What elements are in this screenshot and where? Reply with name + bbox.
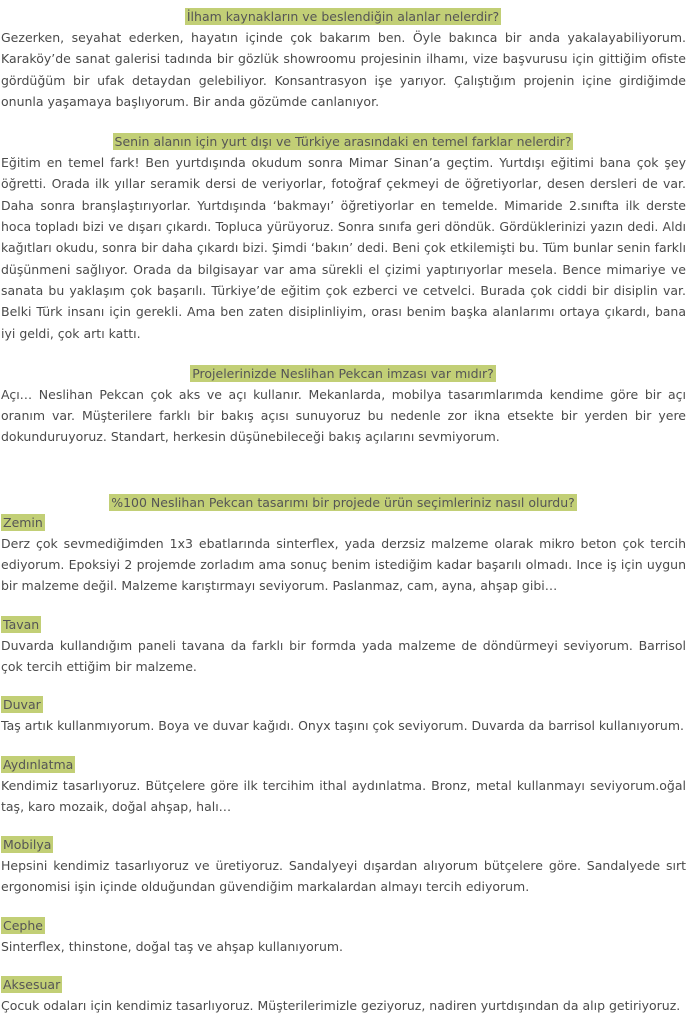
category-label: Mobilya [3, 837, 52, 853]
category-label: Aksesuar [3, 977, 61, 993]
category-block [0, 695, 686, 736]
question-heading: Projelerinizde Neslihan Pekcan imzası var mıdır? [192, 365, 494, 381]
category-label: Zemin [3, 514, 43, 530]
category-label: Cephe [3, 917, 43, 933]
category-block [0, 916, 686, 957]
question-heading: İlham kaynakların ve beslendiğin alanlar nelerdir? [186, 9, 500, 24]
answer-paragraph: Gezerken, seyahat ederken, hayatın içinde çok bakarım ben. Öyle bakınca bir anda yakalayabiliyorum. Karaköy’de sanat galerisi tadında bir gözlük showroomu projesinin ilhamı, vize başvurusu için gittiğim ofiste gördüğüm bir ufak detaydan gelebiliyor. Konsantrasyon işe yarıyor. Çalıştığım projenin içine girdiğimde onunla yaşamaya başlıyorum. Bir anda gözümde canlanıyor. [1, 30, 686, 109]
category-text: Hepsini kendimiz tasarlıyoruz ve üretiyoruz. Sandalyeyi dışardan alıyorum bütçelere göre. Sandalyede sırt ergonomisi işin içinde olduğundan güvendiğim markalardan almayı tercih ediyorum. [1, 858, 686, 895]
qa-section [0, 6, 686, 112]
category-label: Tavan [3, 616, 40, 632]
category-text: Kendimiz tasarlıyoruz. Bütçelere göre ilk tercihim ithal aydınlatma. Bronz, metal kullanmayı seviyorum.oğal taş, karo mozaik, doğal ahşap, halı… [1, 777, 686, 814]
category-text: Taş artık kullanmıyorum. Boya ve duvar kağıdı. Onyx taşını çok seviyorum. Duvarda da barrisol kullanıyorum. [1, 718, 684, 734]
category-block [0, 835, 686, 898]
category-block [0, 615, 686, 678]
answer-paragraph: Eğitim en temel fark! Ben yurtdışında okudum sonra Mimar Sinan’a geçtim. Yurtdışı eğitimi bana çok şey öğretti. Orada ilk yıllar seramik dersi de veriyorlar, fotoğraf çekmeyi de öğretiyorlar, desen dersleri de var. Daha sonra branşlaştırıyorlar. Yurtdışında ‘bakmayı’ öğretiyorlar en temelde. Mimaride 2.sınıfta ilk derste hoca topladı bizi ve dışarı çıkardı. Topluca yürüyoruz. Sonra sınıfa geri döndük. Gördüklerinizi yazın dedi. Aldı kağıtları okudu, sonra bir daha çıkardı bizi. Şimdi ‘bakın’ dedi. Beni çok etkilemişti bu. Tüm bunlar senin farklı düşünmeni sağlıyor. Orada da bilgisayar var ama sürekli el çizimi yaptırıyorlar mesela. Bence mimariye ve sanata bu yaklaşım çok başarılı. Türkiye’de eğitim çok ezberci ve cetvelci. Burada çok ciddi bir disiplin var. Belki Türk insanı için gerekli. Ama ben zaten disiplinliyim, orası benim başka alanlarımı ortaya çıkardı, bana iyi geldi, çok artı kattı. [1, 155, 686, 341]
category-text: Duvarda kullandığım paneli tavana da farklı bir formda yada malzeme de döndürmeyi seviyorum. Barrisol çok tercih ettiğim bir malzeme. [1, 637, 686, 674]
question-heading: Senin alanın için yurt dışı ve Türkiye arasındaki en temel farklar nelerdir? [114, 134, 572, 150]
category-text: Derz çok sevmediğimden 1x3 ebatlarında sinterflex, yada derzsiz malzeme olarak mikro beton çok tercih ediyorum. Epoksiyi 2 projemde zorladım ama sonuç benim istediğim kadar başarılı olmadı. Ince iş için uygun bir malzeme değil. Malzeme karıştırmayı seviyorum. Paslanmaz, cam, ayna, ahşap gibi… [1, 535, 686, 594]
qa-section [0, 363, 686, 448]
spacer [0, 467, 686, 492]
category-label: Aydınlatma [3, 756, 74, 772]
category-text: Sinterflex, thinstone, doğal taş ve ahşap kullanıyorum. [1, 938, 344, 954]
answer-paragraph: Açı… Neslihan Pekcan çok aks ve açı kullanır. Mekanlarda, mobilya tasarımlarımda kendime göre bir açı oranım var. Müşterilere farklı bir bakış açısı sunuyoruz bu nedenle zor ikna etsekte bir yerden bir yere dokunduruyoruz. Standart, herkesin düşünebileceği bakış açılarını sevmiyorum. [1, 386, 686, 445]
qa-section [0, 131, 686, 344]
category-block [0, 975, 686, 1016]
category-text: Çocuk odaları için kendimiz tasarlıyoruz. Müşterilerimizle geziyoruz, nadiren yurtdışından da alıp getiriyoruz. [1, 998, 681, 1014]
question-heading: %100 Neslihan Pekcan tasarımı bir projede ürün seçimleriniz nasıl olurdu? [111, 494, 575, 510]
category-block [0, 513, 686, 597]
category-label: Duvar [3, 697, 41, 713]
category-block [0, 755, 686, 818]
